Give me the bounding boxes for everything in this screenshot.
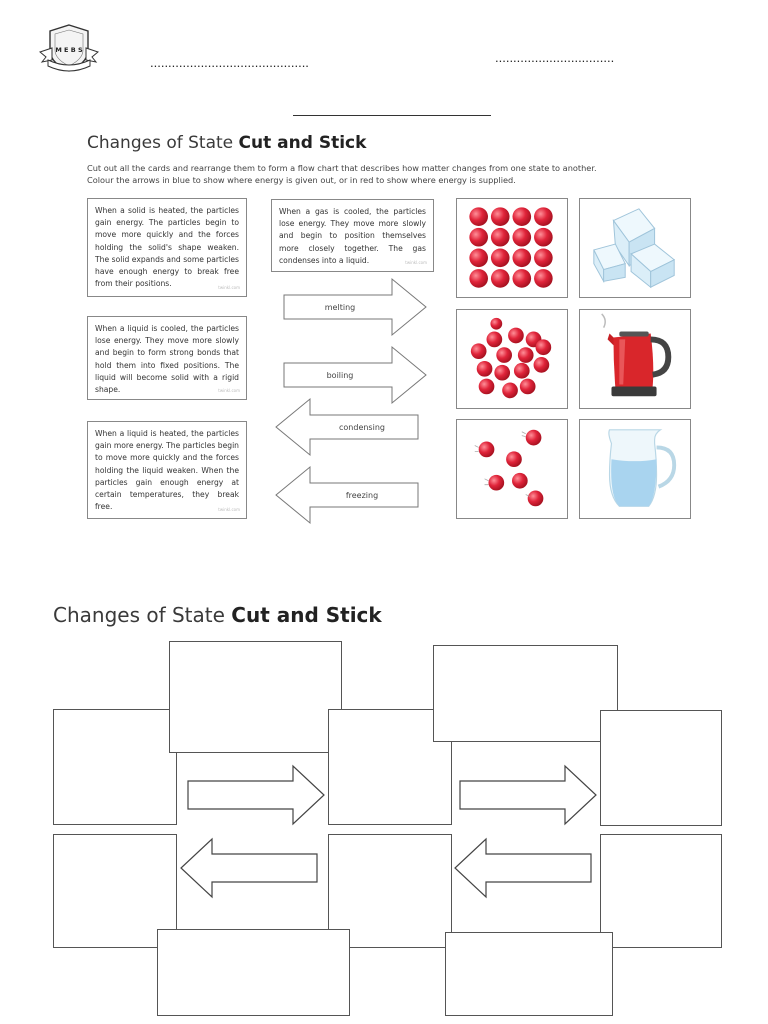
school-crest-logo bbox=[38, 22, 100, 76]
title-underline bbox=[293, 115, 491, 116]
blank-box bbox=[433, 645, 618, 742]
svg-text:condensing: condensing bbox=[339, 423, 385, 432]
worksheet-title: Changes of State Cut and Stick bbox=[87, 133, 367, 153]
gas-particles-image bbox=[456, 419, 568, 519]
blank-arrow-right bbox=[457, 763, 599, 827]
kettle-image bbox=[579, 309, 691, 409]
ice-cubes-image bbox=[579, 198, 691, 298]
blank-arrow-left bbox=[178, 836, 320, 900]
name-line: ............................................ bbox=[150, 55, 309, 70]
card-gas-cooled: When a gas is cooled, the particles lose energy. They move more slowly and begin to position themselves more closely together. The gas condenses into a liquid. twinkl.com bbox=[271, 199, 434, 272]
date-line: ................................. bbox=[495, 50, 615, 65]
blank-box bbox=[169, 641, 342, 753]
arrow-condensing bbox=[272, 397, 422, 457]
blank-box bbox=[600, 710, 722, 826]
water-jug-image bbox=[579, 419, 691, 519]
svg-text:freezing: freezing bbox=[345, 491, 379, 500]
blank-box bbox=[53, 709, 177, 825]
blank-box bbox=[600, 834, 722, 948]
card-liquid-cooled: When a liquid is cooled, the particles lose energy. They move more slowly and begin to form strong bonds that hold them into fixed positions. The liquid will become solid with a rigid shape. twinkl.com bbox=[87, 316, 247, 400]
svg-text:melting: melting bbox=[324, 303, 356, 312]
blank-arrow-left bbox=[452, 836, 594, 900]
svg-text:M E B S: M E B S bbox=[55, 46, 83, 54]
liquid-particles-image bbox=[456, 309, 568, 409]
arrow-boiling bbox=[280, 345, 430, 405]
card-liquid-heated: When a liquid is heated, the particles gain more energy. The particles begin to move more quickly and the forces holding the liquid weaken. When the particles gain enough energy at certain temperatures, they break free. twinkl.com bbox=[87, 421, 247, 519]
solid-particles-image bbox=[456, 198, 568, 298]
arrow-melting bbox=[280, 277, 430, 337]
blank-box bbox=[445, 932, 613, 1016]
blank-arrow-right bbox=[185, 763, 327, 827]
arrow-freezing bbox=[272, 465, 422, 525]
template-title: Changes of State Cut and Stick bbox=[53, 603, 382, 627]
blank-box bbox=[157, 929, 350, 1016]
card-solid-heated: When a solid is heated, the particles gain energy. The particles begin to move more quickly and the forces holding the solid's shape weaken. The solid expands and some particles have enough energy to break free from their positions. twinkl.com bbox=[87, 198, 247, 297]
svg-text:boiling: boiling bbox=[326, 371, 354, 380]
instructions: Cut out all the cards and rearrange them to form a flow chart that describes how matter changes from one state to another. Colour the arrows in blue to show where energy is given out, or in red to show where energy is supplied. bbox=[87, 163, 597, 185]
